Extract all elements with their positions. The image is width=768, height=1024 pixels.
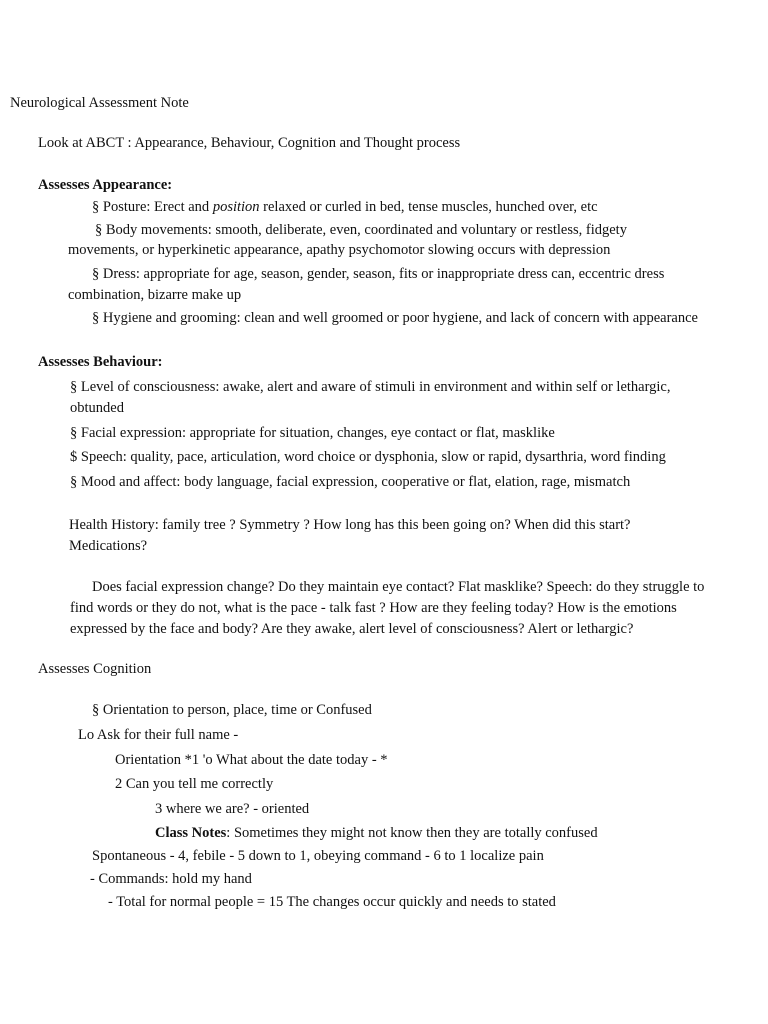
- posture-text-b: relaxed or curled in bed, tense muscles, hunched over, etc: [259, 199, 598, 215]
- ask-name-line: Lo Ask for their full name -: [78, 727, 239, 743]
- posture-text-emphasis: position: [212, 199, 260, 215]
- orientation-question-3: 3 where we are? - oriented: [155, 801, 310, 817]
- dress-line-1: § Dress: appropriate for age, season, gender, season, fits or inappropriate dress can, eccentric dress: [92, 266, 665, 282]
- posture-item: [92, 197, 598, 217]
- scoring-line-3: - Total for normal people = 15 The changes occur quickly and needs to stated: [108, 894, 556, 910]
- facial-expression-item: § Facial expression: appropriate for situation, changes, eye contact or flat, masklike: [70, 425, 555, 441]
- cognition-heading: Assesses Cognition: [38, 661, 152, 677]
- document-title: Neurological Assessment Note: [10, 95, 189, 111]
- scoring-line-2: - Commands: hold my hand: [90, 871, 252, 887]
- health-history-line-2: Medications?: [69, 538, 148, 554]
- speech-item: $ Speech: quality, pace, articulation, word choice or dysphonia, slow or rapid, dysarthria, word finding: [70, 449, 666, 465]
- body-movements-line-2: movements, or hyperkinetic appearance, apathy psychomotor slowing occurs with depression: [68, 242, 611, 258]
- dress-line-2: combination, bizarre make up: [68, 287, 242, 303]
- body-movements-line-1: § Body movements: smooth, deliberate, even, coordinated and voluntary or restless, fidgety: [95, 222, 627, 238]
- questions-line-1: Does facial expression change? Do they maintain eye contact? Flat masklike? Speech: do they struggle to: [92, 579, 705, 595]
- behaviour-heading: Assesses Behaviour:: [38, 354, 163, 370]
- class-notes-text: : Sometimes they might not know then they are totally confused: [226, 825, 598, 841]
- orientation-question-1: Orientation *1 'o What about the date today - *: [115, 752, 388, 768]
- orientation-item: § Orientation to person, place, time or Confused: [92, 702, 372, 718]
- hygiene-item: § Hygiene and grooming: clean and well groomed or poor hygiene, and lack of concern with appearance: [92, 310, 698, 326]
- class-notes-line: [155, 823, 598, 843]
- class-notes-label: Class Notes: [155, 825, 227, 841]
- health-history-line-1: Health History: family tree ? Symmetry ? How long has this been going on? When did this start?: [69, 517, 631, 533]
- scoring-line-1: Spontaneous - 4, febile - 5 down to 1, obeying command - 6 to 1 localize pain: [92, 848, 544, 864]
- intro-line: Look at ABCT : Appearance, Behaviour, Cognition and Thought process: [38, 135, 461, 151]
- questions-line-3: expressed by the face and body? Are they awake, alert level of consciousness? Alert or lethargic?: [70, 621, 634, 637]
- posture-text-a: § Posture: Erect and: [92, 199, 213, 215]
- questions-line-2: find words or they do not, what is the pace - talk fast ? How are they feeling today? How is the emotions: [70, 600, 677, 616]
- orientation-question-2: 2 Can you tell me correctly: [115, 776, 274, 792]
- consciousness-line-2: obtunded: [70, 400, 124, 416]
- consciousness-line-1: § Level of consciousness: awake, alert and aware of stimuli in environment and within self or lethargic,: [70, 379, 671, 395]
- mood-affect-item: § Mood and affect: body language, facial expression, cooperative or flat, elation, rage, mismatch: [70, 474, 631, 490]
- appearance-heading: Assesses Appearance:: [38, 177, 173, 193]
